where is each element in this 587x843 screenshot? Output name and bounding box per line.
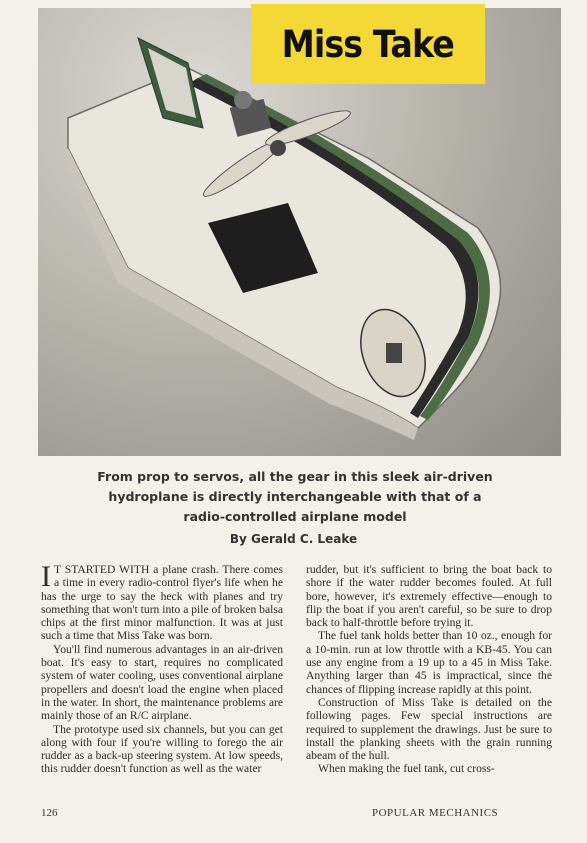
paragraph: When making the fuel tank, cut cross- bbox=[318, 762, 495, 776]
paragraph: The fuel tank holds better than 10 oz., enough for a 10-min. run at low throttle with a KB-45. You can use any engine from a 19 up to a 45 in Miss Take. Anything larger than 45 is impractical, since the chances of flipping increase rapidly at this point. bbox=[306, 629, 552, 696]
photo-caption: From prop to servos, all the gear in this sleek air-driven hydroplane is directly interchangeable with that of a radio-controlled airplane model bbox=[97, 469, 493, 524]
title-banner bbox=[251, 4, 485, 84]
drop-cap: I bbox=[41, 560, 51, 593]
author-byline: By Gerald C. Leake bbox=[229, 532, 358, 546]
article-title: Miss Take bbox=[281, 22, 455, 66]
left-column bbox=[41, 560, 283, 776]
paragraph: rudder, but it's sufficient to bring the boat back to shore if the water rudder becomes fouled. At full bore, however, it's extremely effective—enough to flip the boat if you aren't careful, so be sure to drop back to half-throttle before trying it. bbox=[306, 563, 552, 630]
page-number: 126 bbox=[41, 807, 58, 819]
right-column bbox=[306, 563, 552, 776]
paragraph: The prototype used six channels, but you can get along with four if you're willing to forego the air rudder as a back-up steering system. At low speeds, this rudder doesn't function as well as the water bbox=[41, 722, 283, 776]
magazine-name: POPULAR MECHANICS bbox=[372, 807, 499, 819]
paragraph: You'll find numerous advantages in an air-driven boat. It's easy to start, requires no complicated system of water cooling, uses conventional airplane propellers and doesn't load the engine when placed in the water. In short, the maintenance problems are mainly those of an R/C airplane. bbox=[41, 642, 283, 723]
paragraph-text: T STARTED WITH a plane crash. There comes a time in every radio-control flyer's life when he has the urge to say the heck with planes and try something that won't turn into a pile of broken balsa chips at the first minor malfunction. It was at just such a time that Miss Take was born. bbox=[41, 563, 283, 643]
paragraph: Construction of Miss Take is detailed on the following pages. Few special instructions are required to supplement the drawings. Just be sure to install the planking sheets with the grain running abeam of the hull. bbox=[306, 695, 552, 763]
paragraph bbox=[41, 560, 283, 643]
